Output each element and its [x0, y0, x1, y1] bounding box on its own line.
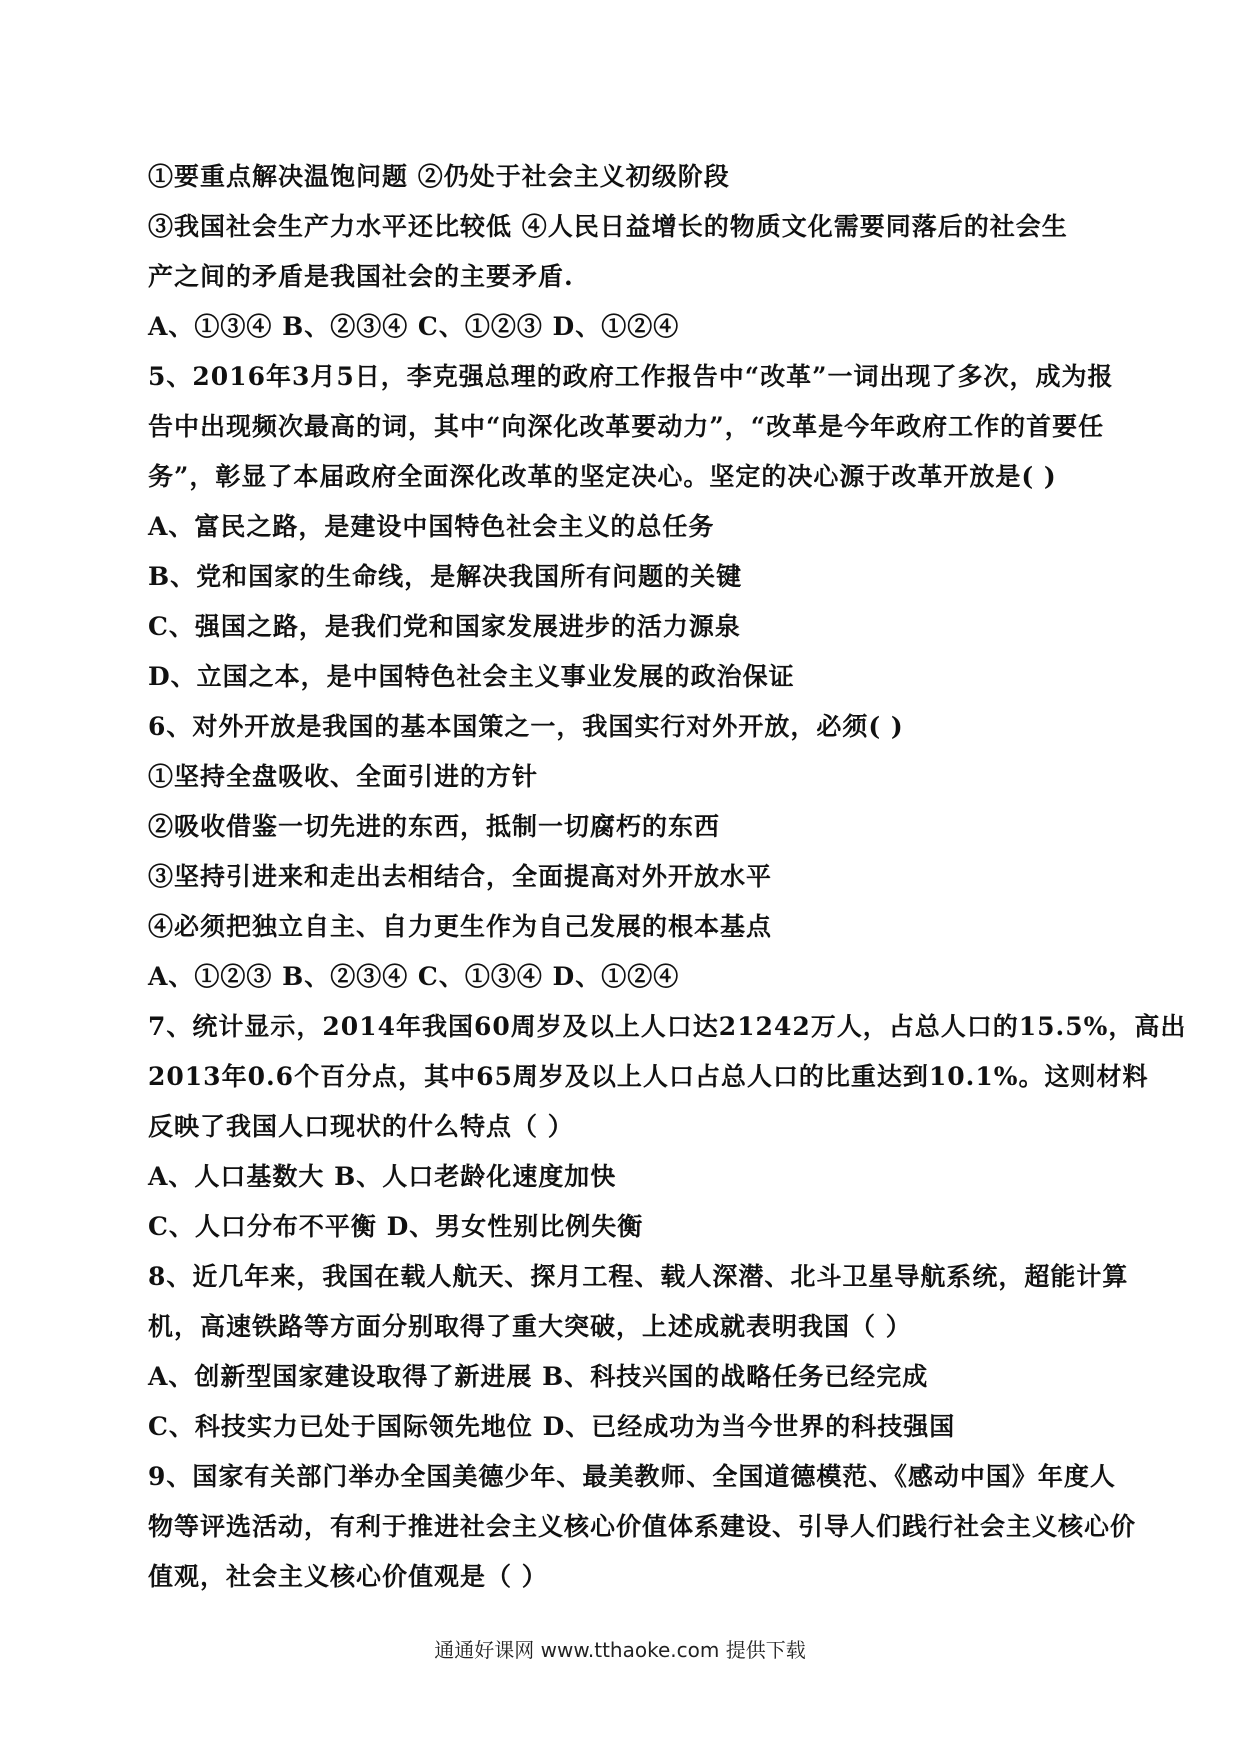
q8-options-cd: C、科技实力已处于国际领先地位 D、已经成功为当今世界的科技强国: [148, 1412, 956, 1441]
q6-options: A、①②③ B、②③④ C、①③④ D、①②④: [148, 962, 680, 991]
q4-items-line-1: ①要重点解决温饱问题 ②仍处于社会主义初级阶段: [148, 162, 730, 191]
q7-stem-line-1: 7、统计显示，2014年我国60周岁及以上人口达21242万人，占总人口的15.5%，高出: [148, 1012, 1187, 1041]
q4-items-line-3: 产之间的矛盾是我国社会的主要矛盾.: [148, 262, 574, 291]
q5-option-d: D、立国之本，是中国特色社会主义事业发展的政治保证: [148, 662, 795, 691]
q8-options-ab: A、创新型国家建设取得了新进展 B、科技兴国的战略任务已经完成: [148, 1362, 929, 1391]
q9-stem-line-2: 物等评选活动，有利于推进社会主义核心价值体系建设、引导人们践行社会主义核心价: [148, 1512, 1137, 1541]
q5-option-a: A、富民之路，是建设中国特色社会主义的总任务: [148, 512, 715, 541]
q8-stem-line-2: 机，高速铁路等方面分别取得了重大突破，上述成就表明我国（ ）: [148, 1312, 912, 1341]
q6-item-3: ③坚持引进来和走出去相结合，全面提高对外开放水平: [148, 862, 773, 891]
q5-stem-line-2: 告中出现频次最高的词，其中“向深化改革要动力”，“改革是今年政府工作的首要任: [148, 412, 1105, 441]
q6-item-4: ④必须把独立自主、自力更生作为自己发展的根本基点: [148, 912, 773, 941]
q6-stem: 6、对外开放是我国的基本国策之一，我国实行对外开放，必须( ): [148, 712, 904, 741]
q6-item-2: ②吸收借鉴一切先进的东西，抵制一切腐朽的东西: [148, 812, 721, 841]
page-footer: 通通好课网 www.tthaoke.com 提供下载: [434, 1638, 806, 1662]
q5-option-c: C、强国之路，是我们党和国家发展进步的活力源泉: [148, 612, 741, 641]
q5-stem-line-3: 务”，彰显了本届政府全面深化改革的坚定决心。坚定的决心源于改革开放是( ): [148, 462, 1057, 491]
question-page: [148, 152, 1187, 1602]
q9-stem-line-1: 9、国家有关部门举办全国美德少年、最美教师、全国道德模范、《感动中国》年度人: [148, 1462, 1116, 1491]
q9-stem-line-3: 值观，社会主义核心价值观是（ ）: [148, 1562, 548, 1591]
q8-stem-line-1: 8、近几年来，我国在载人航天、探月工程、载人深潜、北斗卫星导航系统，超能计算: [148, 1262, 1129, 1291]
q7-options-cd: C、人口分布不平衡 D、男女性别比例失衡: [148, 1212, 644, 1241]
q5-stem-line-1: 5、2016年3月5日，李克强总理的政府工作报告中“改革”一词出现了多次，成为报: [148, 362, 1114, 391]
q6-item-1: ①坚持全盘吸收、全面引进的方针: [148, 762, 539, 791]
q4-items-line-2: ③我国社会生产力水平还比较低 ④人民日益增长的物质文化需要同落后的社会生: [148, 212, 1068, 241]
q4-options: A、①③④ B、②③④ C、①②③ D、①②④: [148, 312, 680, 341]
q7-options-ab: A、人口基数大 B、人口老龄化速度加快: [148, 1162, 617, 1191]
q5-option-b: B、党和国家的生命线，是解决我国所有问题的关键: [148, 562, 743, 591]
q7-stem-line-3: 反映了我国人口现状的什么特点（ ）: [148, 1112, 574, 1141]
q7-stem-line-2: 2013年0.6个百分点，其中65周岁及以上人口占总人口的比重达到10.1%。这则材料: [148, 1062, 1149, 1091]
